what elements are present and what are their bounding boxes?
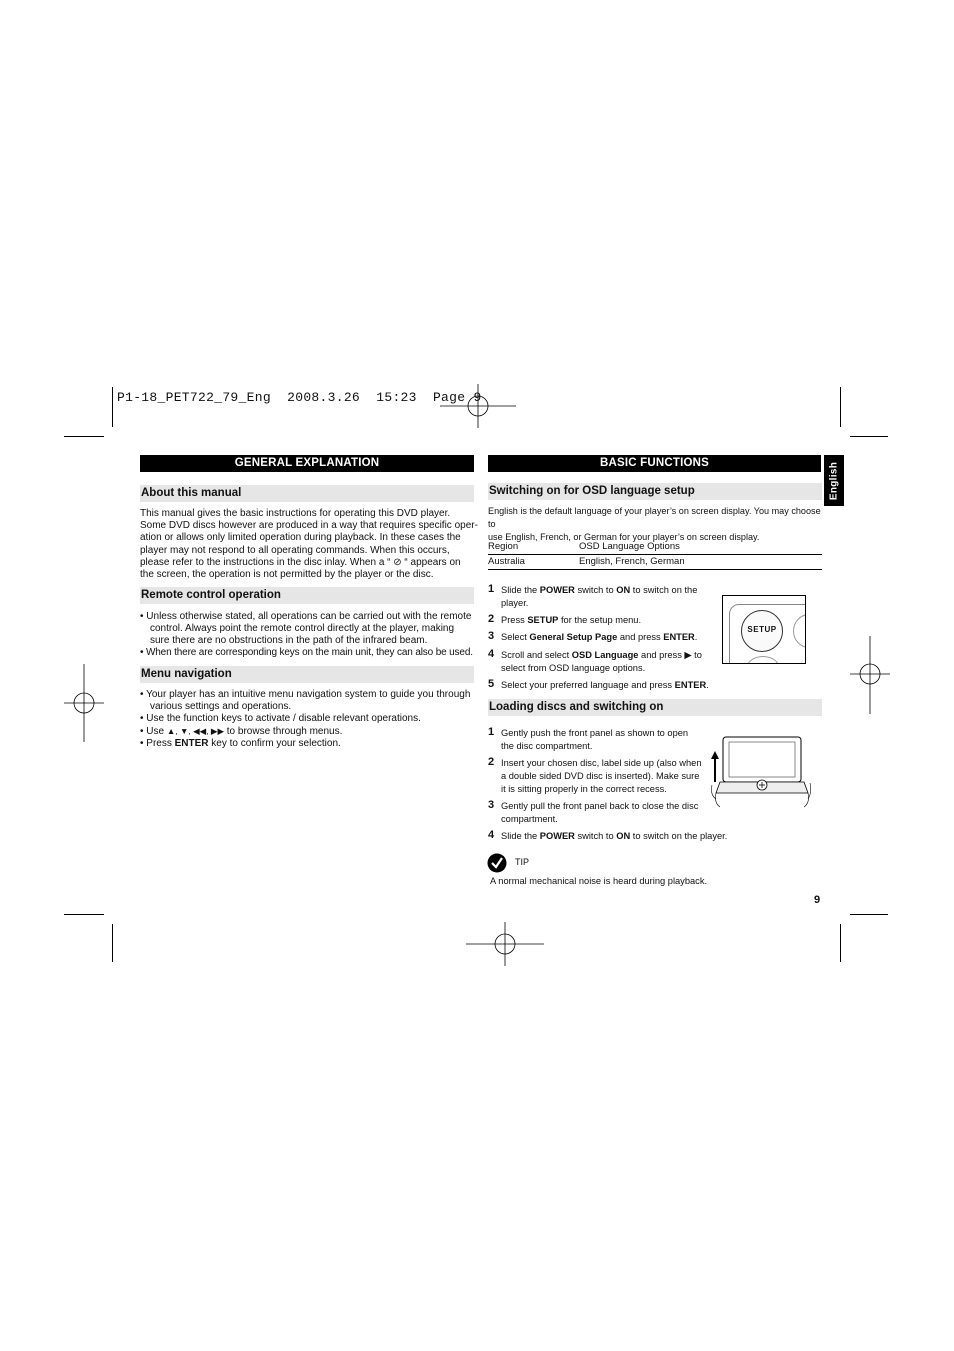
checkmark-icon	[487, 853, 507, 873]
list-item: • Your player has an intuitive menu navigation system to guide you through various settings and operations.	[140, 689, 471, 712]
print-slug: P1-18_PET722_79_Eng 2008.3.26 15:23 Page 9	[117, 390, 482, 405]
step-text: Press SETUP for the setup menu.	[501, 615, 642, 625]
step-text: Scroll and select OSD Language and press ▶ to select from OSD language options.	[501, 650, 702, 673]
crop-mark	[64, 914, 104, 915]
step-number: 2	[488, 613, 495, 625]
list-item: • Use ▲, ▼, ◀◀, ▶▶ to browse through menus.	[140, 726, 343, 737]
table-header: Region OSD Language Options	[488, 540, 822, 555]
step-text: Slide the POWER switch to ON to switch on the player.	[501, 831, 728, 841]
step-text: Gently push the front panel as shown to open the disc compartment.	[501, 728, 689, 751]
step-text: Select General Setup Page and press ENTER.	[501, 632, 698, 642]
step-text: Slide the POWER switch to ON to switch on the player.	[501, 585, 698, 608]
table-row: Australia English, French, German	[488, 555, 822, 570]
osd-language-table	[488, 540, 822, 570]
step-number: 5	[488, 678, 495, 690]
heading-menu-navigation: Menu navigation	[140, 666, 474, 683]
crop-mark	[850, 436, 888, 437]
registration-mark-bottom	[466, 922, 544, 966]
heading-about-manual: About this manual	[140, 485, 474, 502]
crop-mark	[840, 924, 841, 962]
section-title-general-explanation: GENERAL EXPLANATION	[140, 455, 474, 472]
dvd-player-illustration	[706, 733, 812, 808]
step-number: 3	[488, 799, 495, 811]
step-text: Select your preferred language and press ENTER.	[501, 680, 709, 690]
registration-mark-right	[850, 636, 890, 714]
heading-osd-setup: Switching on for OSD language setup	[488, 483, 822, 500]
step-number: 1	[488, 726, 495, 738]
step-number: 3	[488, 630, 495, 642]
language-side-tab: English	[824, 455, 844, 506]
list-item: • Unless otherwise stated, all operations can be carried out with the remote control. Always point the remote control directly at the player, making sure there are no obstructions in the path of the infrared beam.	[140, 611, 472, 646]
menu-navigation-list	[140, 689, 474, 750]
page-number: 9	[814, 894, 821, 906]
crop-mark	[850, 914, 888, 915]
tip-text: A normal mechanical noise is heard during playback.	[490, 876, 708, 886]
step-text: Insert your chosen disc, label side up (also when a double sided DVD disc is inserted). Make sure it is sitting properly in the correct recess.	[501, 758, 702, 794]
osd-intro: English is the default language of your player’s on screen display. You may choose to use English, French, or German for your player’s on screen display.	[488, 506, 821, 542]
step-number: 1	[488, 583, 495, 595]
step-number: 2	[488, 756, 495, 768]
crop-mark	[112, 924, 113, 962]
list-item: • Use the function keys to activate / disable relevant operations.	[140, 713, 421, 724]
heading-remote-control: Remote control operation	[140, 587, 474, 604]
about-manual-text: This manual gives the basic instructions for operating this DVD player. Some DVD discs however are produced in a way that requires specific oper- ation or allows only limited operation during playback. In these cases the player may not respond to all operating commands. When this occurs, please refer to the instructions in the disc inlay. When a “ ⊘ “ appears on the screen, the operation is not permitted by the player or the disc.	[140, 508, 478, 581]
step-text: Gently pull the front panel back to close the disc compartment.	[501, 801, 699, 824]
tip-label: TIP	[515, 857, 530, 867]
setup-remote-illustration	[722, 595, 806, 664]
remote-control-list	[140, 611, 474, 659]
crop-mark	[840, 387, 841, 427]
step-number: 4	[488, 648, 495, 660]
heading-loading-discs: Loading discs and switching on	[488, 699, 822, 716]
step-number: 4	[488, 829, 495, 841]
section-title-basic-functions: BASIC FUNCTIONS	[488, 455, 821, 472]
list-item: • When there are corresponding keys on the main unit, they can also be used.	[140, 647, 473, 658]
list-item: • Press ENTER key to confirm your selection.	[140, 738, 341, 749]
crop-mark	[112, 387, 113, 427]
crop-mark	[64, 436, 104, 437]
setup-button: SETUP	[741, 610, 783, 652]
registration-mark-left	[64, 664, 104, 742]
